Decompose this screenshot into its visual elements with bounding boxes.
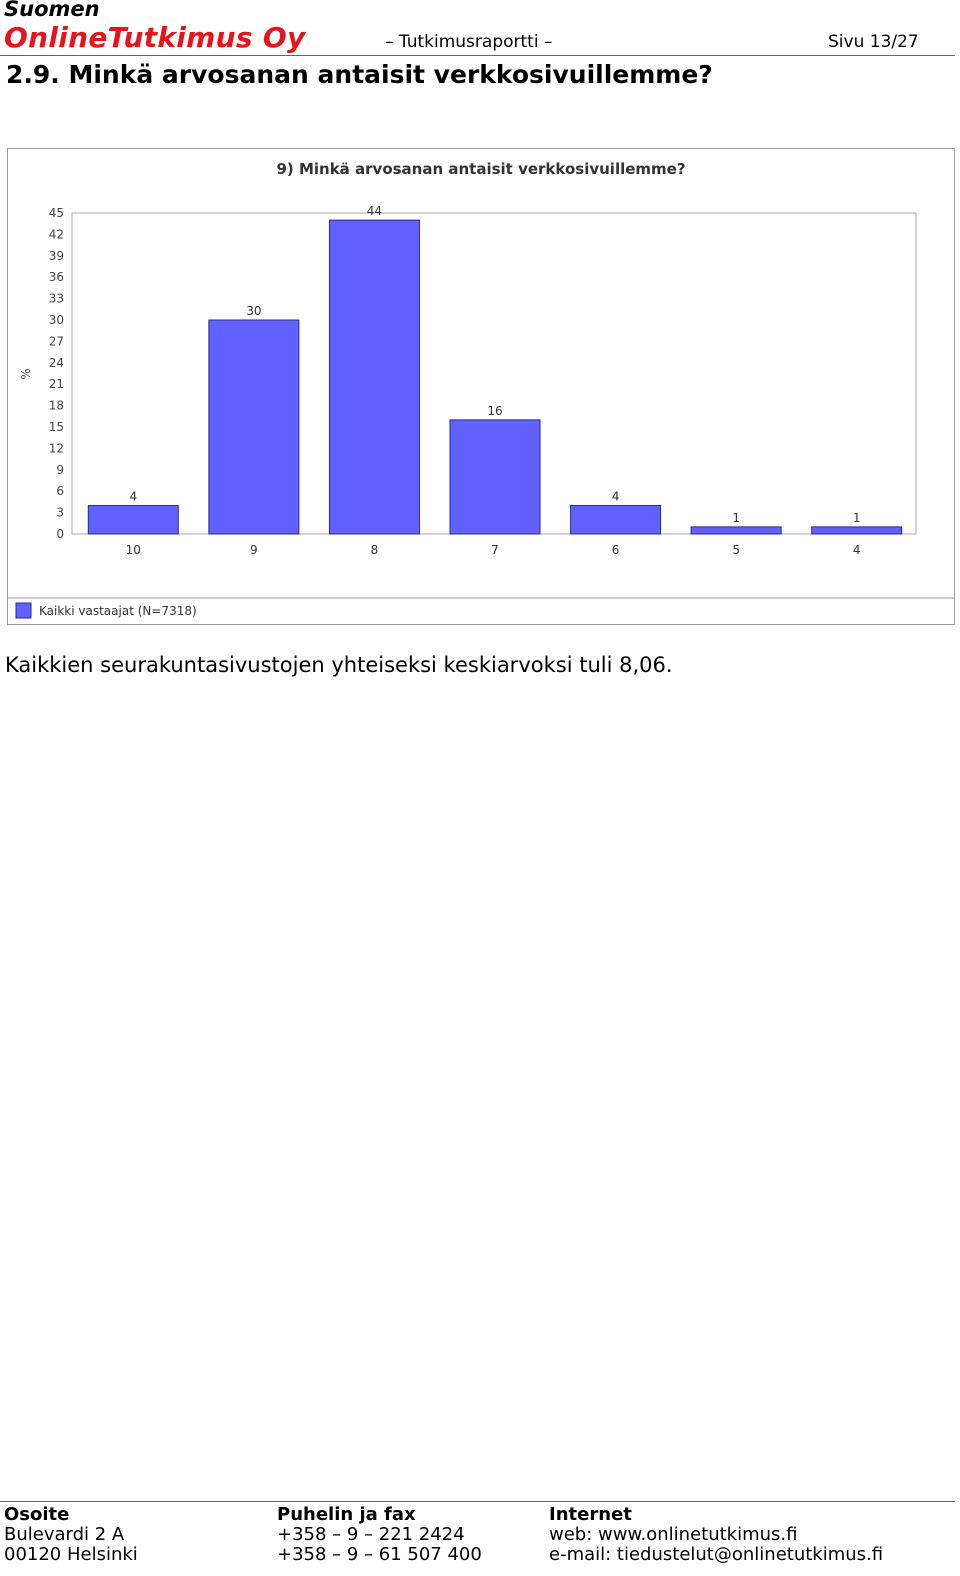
chart-title: 9) Minkä arvosanan antaisit verkkosivuillemme?: [276, 160, 686, 178]
x-tick-label: 4: [852, 543, 861, 557]
footer-email-link[interactable]: e-mail: tiedustelut@onlinetutkimus.fi: [549, 1544, 884, 1565]
bar-data-label: 4: [611, 489, 620, 504]
footer-address-line2: 00120 Helsinki: [4, 1544, 138, 1565]
bar: [88, 505, 178, 534]
summary-text: Kaikkien seurakuntasivustojen yhteiseksi keskiarvoksi tuli 8,06.: [5, 653, 673, 677]
footer-phone-line1: +358 – 9 – 221 2424: [277, 1524, 465, 1545]
y-tick-label: 45: [48, 206, 64, 220]
footer-internet: [549, 1505, 883, 1565]
x-tick-label: 6: [611, 543, 620, 557]
y-tick-label: 9: [56, 462, 64, 477]
y-tick-label: 33: [48, 291, 64, 306]
bar-data-label: 16: [487, 403, 503, 418]
footer-phone-line2: +358 – 9 – 61 507 400: [277, 1544, 482, 1565]
x-tick-label: 9: [250, 543, 258, 557]
bar: [329, 220, 419, 534]
y-tick-label: 3: [56, 505, 64, 520]
company-name-logo: OnlineTutkimus Oy: [4, 21, 306, 54]
y-tick-label: 15: [48, 420, 64, 434]
x-tick-label: 8: [370, 543, 379, 557]
footer-internet-heading: Internet: [549, 1504, 632, 1525]
footer-address-heading: Osoite: [4, 1504, 70, 1525]
y-tick-label: 30: [48, 313, 64, 327]
footer-address: [4, 1505, 138, 1565]
y-tick-label: 27: [48, 334, 64, 349]
bar: [691, 527, 781, 534]
bar-data-label: 1: [732, 510, 740, 525]
bar: [571, 505, 661, 534]
y-tick-label: 0: [56, 527, 64, 541]
header-divider: [0, 55, 955, 56]
section-title: 2.9. Minkä arvosanan antaisit verkkosivuillemme?: [6, 60, 713, 89]
y-tick-label: 6: [56, 484, 64, 499]
y-tick-label: 18: [48, 398, 64, 413]
chart-frame: [7, 148, 955, 625]
footer-phone-heading: Puhelin ja fax: [277, 1504, 416, 1525]
page-number: Sivu 13/27: [828, 32, 919, 52]
company-name-top: Suomen: [4, 0, 100, 21]
bar-chart: [8, 149, 954, 624]
y-tick-label: 21: [48, 377, 64, 392]
footer-web-link[interactable]: web: www.onlinetutkimus.fi: [549, 1524, 798, 1545]
y-tick-label: 12: [48, 441, 64, 456]
footer-divider: [0, 1501, 955, 1502]
bar: [209, 320, 299, 534]
bar: [450, 420, 540, 534]
bar: [812, 527, 902, 534]
report-type: – Tutkimusraportti –: [385, 32, 553, 52]
bar-data-label: 30: [246, 304, 262, 318]
y-tick-label: 39: [48, 248, 64, 263]
x-tick-label: 7: [491, 543, 499, 557]
y-tick-label: 42: [48, 227, 64, 242]
y-axis-label: %: [19, 368, 33, 380]
bar-data-label: 1: [852, 510, 861, 525]
x-tick-label: 10: [125, 543, 141, 557]
footer-address-line1: Bulevardi 2 A: [4, 1524, 125, 1545]
x-tick-label: 5: [732, 543, 740, 557]
footer-phone: [277, 1505, 482, 1565]
bar-data-label: 44: [366, 204, 383, 219]
bar-data-label: 4: [129, 489, 138, 504]
legend-swatch: [16, 603, 31, 618]
y-tick-label: 36: [48, 270, 64, 285]
y-tick-label: 24: [48, 355, 64, 370]
legend-label: Kaikki vastaajat (N=7318): [39, 604, 197, 618]
